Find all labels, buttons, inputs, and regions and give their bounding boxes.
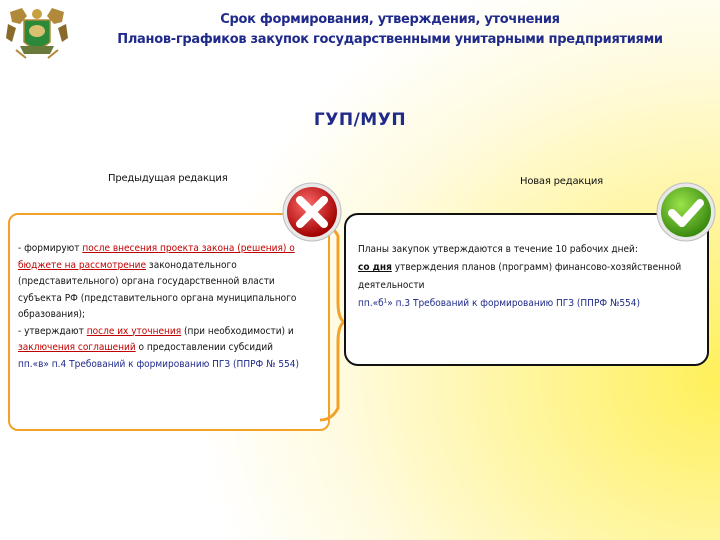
prev-highlight-3: заключения соглашений — [18, 342, 136, 353]
prev-text: (при необходимости) и — [181, 325, 294, 337]
new-line-1: Планы закупок утверждаются в течение 10 рабочих дней: — [358, 244, 638, 255]
prev-text: - формируют — [18, 243, 83, 254]
new-text: утверждения планов (программ) финансово-хозяйственной деятельности — [358, 262, 682, 291]
new-reference: пп.«б¹» п.3 Требований к формированию ПГЗ (ППРФ №554) — [358, 298, 641, 309]
bracket-arrow-icon — [318, 222, 346, 422]
prev-highlight-1: после внесения проекта закона (решения) о бюджете на рассмотрение — [18, 243, 295, 271]
section-heading: ГУП/МУП — [313, 110, 407, 130]
red-x-icon — [280, 180, 344, 244]
prev-text: законодательного (представительного) органа государственной власти субъекта РФ (представительного органа муниципального образования); — [18, 259, 297, 320]
coat-of-arms-emblem — [2, 2, 72, 64]
previous-edition-box — [8, 213, 330, 431]
new-edition-label: Новая редакция — [520, 176, 603, 187]
prev-reference: пп.«в» п.4 Требований к формированию ПГЗ (ППРФ № 554) — [18, 358, 300, 370]
slide-title-line1: Срок формирования, утверждения, уточнения — [220, 12, 560, 27]
new-highlight: со дня — [358, 262, 392, 273]
green-check-icon — [654, 180, 718, 244]
new-line-2 — [358, 259, 697, 295]
prev-text: о предоставлении субсидий — [135, 342, 274, 353]
previous-edition-label: Предыдущая редакция — [108, 173, 228, 184]
slide-title — [90, 10, 690, 50]
slide-title-line2: Планов-графиков закупок государственными унитарными предприятиями — [117, 32, 663, 47]
prev-text: - утверждают — [18, 325, 87, 337]
prev-highlight-2: после их уточнения — [86, 325, 182, 337]
